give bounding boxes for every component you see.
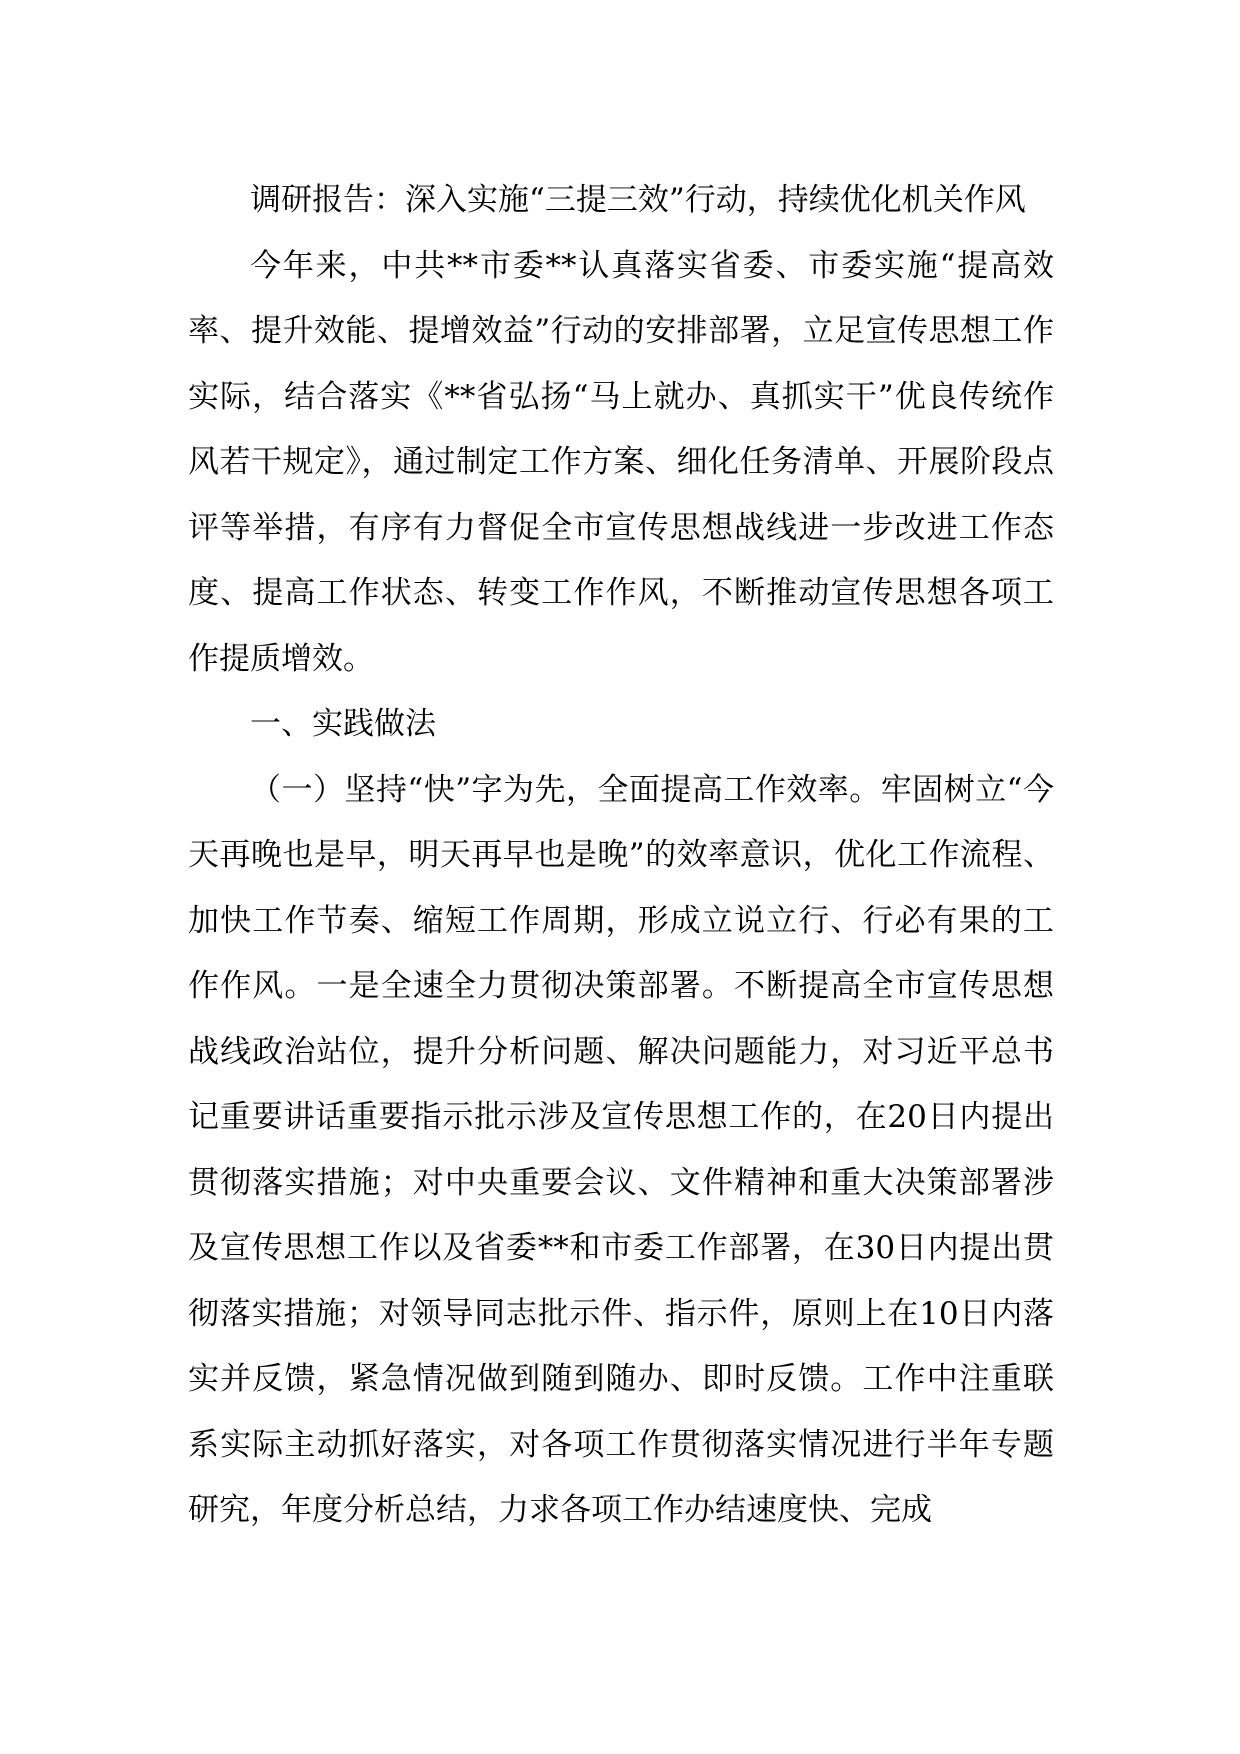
document-title: 调研报告：深入实施“三提三效”行动，持续优化机关作风 bbox=[250, 182, 1026, 218]
document-body bbox=[188, 168, 1054, 1544]
body-paragraph: （一）坚持“快”字为先，全面提高工作效率。牢固树立“今天再晚也是早，明天再早也是晚”的效率意识，优化工作流程、加快工作节奏、缩短工作周期，形成立说立行、行必有果的工作作风。一是全速全力贯彻决策部署。不断提高全市宣传思想战线政治站位，提升分析问题、解决问题能力，对习近平总书记重要讲话重要指示批示涉及宣传思想工作的，在20日内提出贯彻落实措施；对中央重要会议、文件精神和重大决策部署涉及宣传思想工作以及省委**和市委工作部署，在30日内提出贯彻落实措施；对领导同志批示件、指示件，原则上在10日内落实并反馈，紧急情况做到随到随办、即时反馈。工作中注重联系实际主动抓好落实，对各项工作贯彻落实情况进行半年专题研究，年度分析总结，力求各项工作办结速度快、完成 bbox=[188, 771, 1054, 1528]
intro-paragraph: 今年来，中共**市委**认真落实省委、市委实施“提高效率、提升效能、提增效益”行动的安排部署，立足宣传思想工作实际，结合落实《**省弘扬“马上就办、真抓实干”优良传统作风若干规定》，通过制定工作方案、细化任务清单、开展阶段点评等举措，有序有力督促全市宣传思想战线进一步改进工作态度、提高工作状态、转变工作作风，不断推动宣传思想各项工作提质增效。 bbox=[188, 247, 1054, 677]
section-heading: 一、实践做法 bbox=[250, 706, 436, 742]
